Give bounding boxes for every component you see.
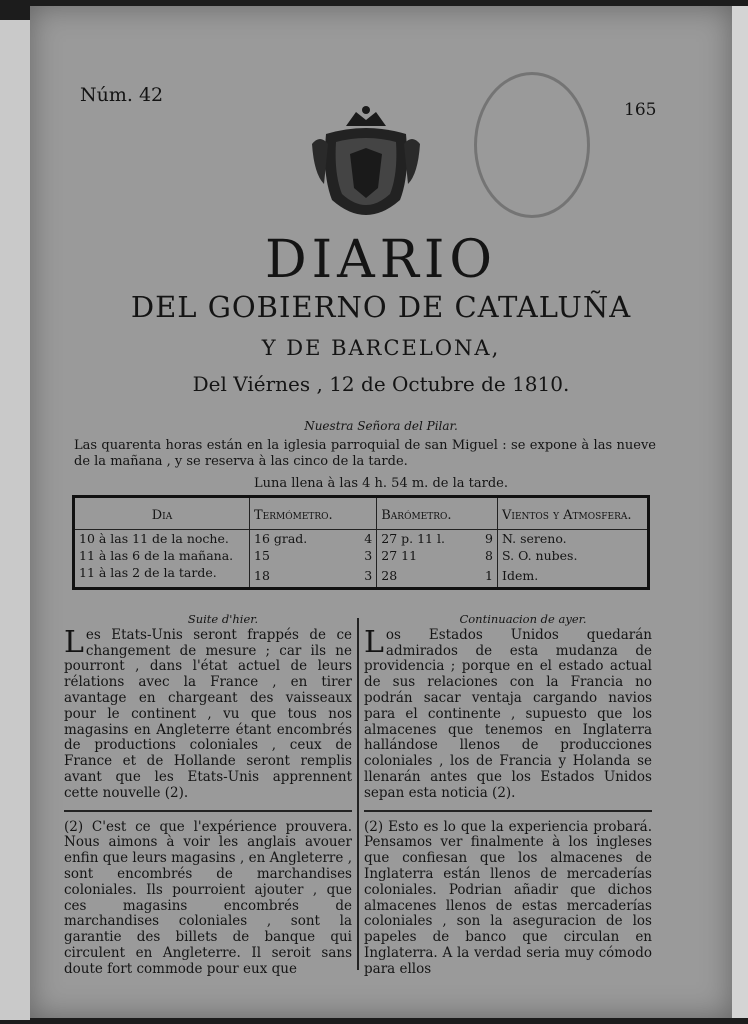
french-article-body: es Etats-Unis seront frappés de ce changement de mesure ; car ils ne pourront , dans l'état actuel de leurs rélations avec la France , en tirer avantage en chargeant des vaisseaux pour le continent , vu que tous nos magasins en Angleterre étant encombrés de productions coloniales , ceux de France et de Hollande seront remplis avant que les Etats-Unis apprennent cette nouvelle (2). [64, 626, 352, 801]
footnote-rule [364, 810, 652, 812]
issue-date: Del Viérnes , 12 de Octubre de 1810. [192, 372, 570, 396]
table-row [74, 530, 649, 548]
table-row [74, 547, 649, 564]
table-row [74, 564, 649, 589]
cell-thermometer-fraction: 3 [364, 548, 373, 563]
cell-dia: 11 à las 6 de la mañana. [79, 548, 234, 563]
cell-dia: 10 à las 11 de la noche. [79, 531, 229, 546]
moon-notice: Luna llena à las 4 h. 54 m. de la tarde. [254, 476, 508, 491]
masthead-title: DIARIO [264, 230, 498, 290]
cell-barometer: 27 11 [377, 547, 479, 564]
cell-thermometer: 16 grad. [250, 530, 359, 548]
weather-observations-table [72, 495, 650, 590]
cell-wind: S. O. nubes. [498, 547, 649, 564]
masthead-subtitle: DEL GOBIERNO DE CATALUÑA [130, 290, 632, 324]
header-dia: Dia [74, 497, 250, 530]
header-thermometer: Termómetro. [250, 497, 377, 530]
header-winds: Vientos y Atmosfera. [498, 497, 649, 530]
issue-number: Núm. 42 [80, 84, 164, 106]
cell-barometer-fraction: 9 [485, 531, 493, 546]
spanish-footnote: (2) Esto es lo que la experiencia probará. Pensamos ver finalmente à los ingleses que confiesan que los almacenes de Inglaterra están llenos de mercaderías coloniales. Podrian añadir que dichos almacenes llenos de estas mercaderías coloniales , son la aseguracion de los papeles de banco que circulan en Inglaterra. A la verdad seria muy cómodo para ellos [364, 818, 652, 977]
french-column-heading: Suite d'hier. [187, 612, 259, 626]
newspaper-page [30, 6, 732, 1018]
header-barometer: Barómetro. [377, 497, 498, 530]
cell-thermometer: 18 [250, 564, 359, 589]
cell-thermometer-fraction: 4 [364, 531, 373, 546]
adjacent-page-edge [0, 20, 30, 1020]
saint-of-day: Nuestra Señora del Pilar. [304, 419, 458, 433]
cell-thermometer: 15 [250, 547, 359, 564]
column-divider [357, 618, 359, 970]
spanish-column [364, 612, 652, 978]
library-stamp [474, 72, 590, 218]
french-footnote: (2) C'est ce que l'expérience prouvera. Nous aimons à voir les anglais avouer enfin que leurs magasins , en Angleterre , sont encombrés de marchandises coloniales. Ils pourroient ajouter , que ces magasins encombrés de marchandises coloniales , sont la garantie des billets de banque qui circulent en Angleterre. Il seroit sans doute fort commode pour eux que [64, 818, 352, 977]
french-column [64, 612, 352, 978]
drop-cap: L [64, 624, 84, 660]
drop-cap: L [364, 624, 384, 660]
spanish-article-body: os Estados Unidos quedarán admirados de esta mudanza de providencia ; porque en el estado actual de sus relaciones con la Francia no podrán sacar ventaja cargando navios para el continente , supuesto que los almacenes que tenemos en Inglaterra hallándose llenos de producciones coloniales , los de Francia y Holanda se llenarán antes que los Estados Unidos sepan esta noticia (2). [364, 626, 652, 801]
footnote-rule [64, 810, 352, 812]
royal-crest-icon [306, 104, 426, 230]
cell-barometer: 27 p. 11 l. [377, 530, 479, 548]
cell-wind: Idem. [498, 564, 649, 589]
cell-barometer-fraction: 8 [485, 548, 493, 563]
masthead-subtitle-2: Y DE BARCELONA, [261, 336, 501, 360]
cell-barometer: 28 [377, 564, 479, 589]
forty-hours-notice: Las quarenta horas están en la iglesia parroquial de san Miguel : se expone à las nueve de la mañana , y se reserva à las cinco de la tarde. [74, 438, 656, 469]
cell-thermometer-fraction: 3 [364, 568, 373, 583]
cell-dia: 11 à las 2 de la tarde. [79, 565, 217, 580]
page-number: 165 [624, 100, 657, 120]
spanish-column-heading: Continuacion de ayer. [459, 612, 587, 626]
cell-wind: N. sereno. [498, 530, 649, 548]
cell-barometer-fraction: 1 [485, 568, 493, 583]
